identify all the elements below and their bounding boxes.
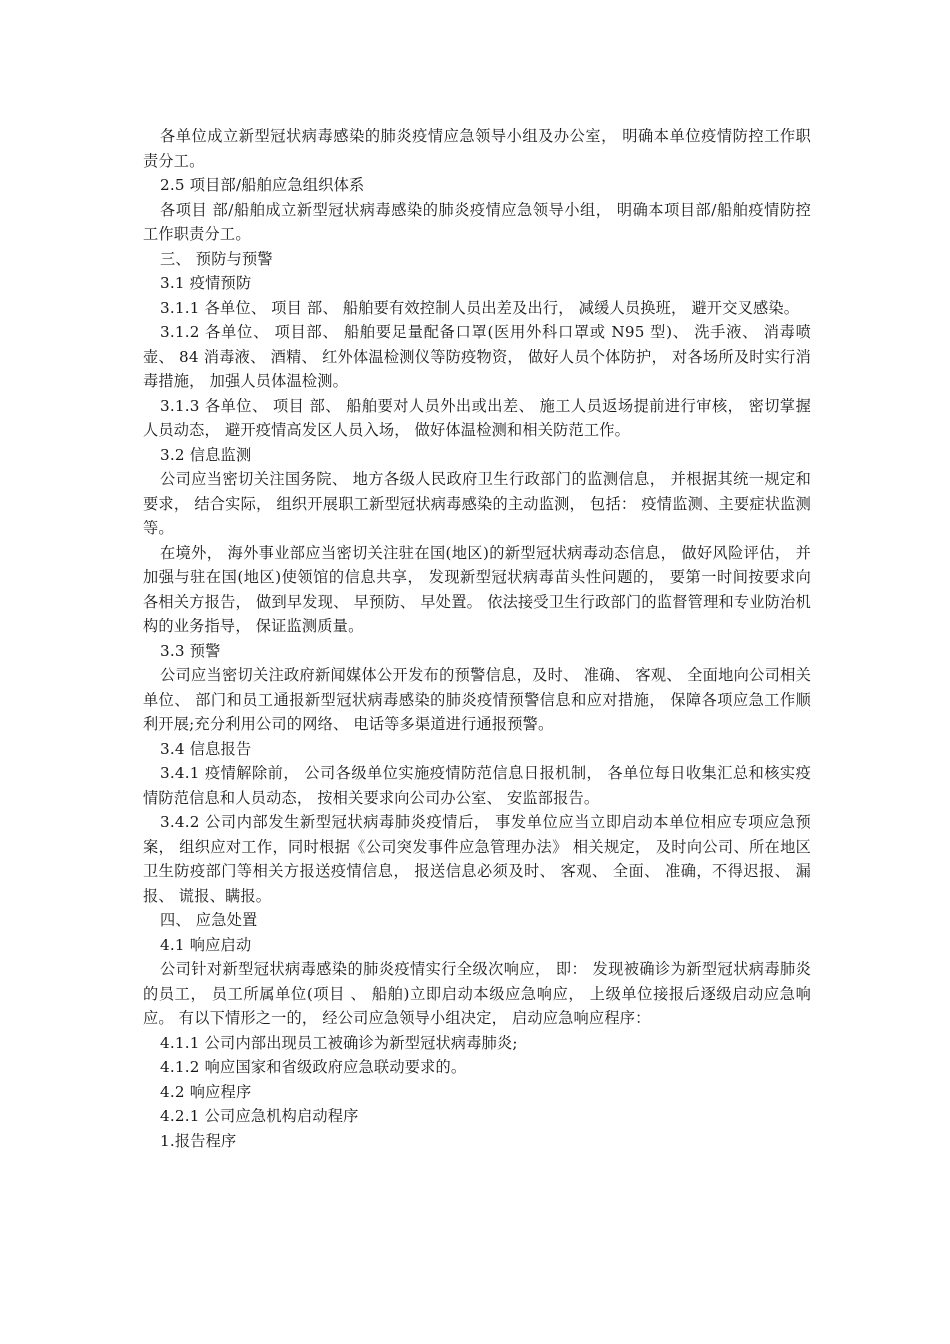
paragraph: 3.1.2 各单位、 项目部、 船舶要足量配备口罩(医用外科口罩或 N95 型)、 洗手液、 消毒喷壶、 84 消毒液、 酒精、 红外体温检测仪等防疫物资， 做好人员个体防护， 对各场所及时实行消毒措施， 加强人员体温检测。 — [143, 323, 811, 390]
document-page — [143, 124, 811, 1153]
paragraph: 公司针对新型冠状病毒感染的肺炎疫情实行全级次响应， 即： 发现被确诊为新型冠状病毒肺炎的员工， 员工所属单位(项目 、 船舶)立即启动本级应急响应， 上级单位接报后逐级启动应急响应。 有以下情形之一的， 经公司应急领导小组决定， 启动应急响应程序： — [143, 960, 811, 1027]
section-heading: 3.3 预警 — [160, 641, 221, 660]
paragraph: 3.4.1 疫情解除前， 公司各级单位实施疫情防范信息日报机制， 各单位每日收集汇总和核实疫情防范信息和人员动态， 按相关要求向公司办公室、 安监部报告。 — [143, 764, 811, 807]
subsection-heading: 4.2.1 公司应急机构启动程序 — [160, 1107, 359, 1125]
paragraph: 4.1.1 公司内部出现员工被确诊为新型冠状病毒肺炎; — [160, 1033, 518, 1052]
paragraph: 3.4.2 公司内部发生新型冠状病毒肺炎疫情后， 事发单位应当立即启动本单位相应专项应急预案， 组织应对工作，同时根据《公司突发事件应急管理办法》 相关规定， 及时向公司、所在地区卫生防疫部门等相关方报送疫情信息， 报送信息必须及时、 客观、 全面、 准确，不得迟报、 漏报、 谎报、瞒报。 — [143, 813, 811, 905]
chapter-heading: 三、 预防与预警 — [160, 249, 273, 268]
section-heading: 4.1 响应启动 — [160, 935, 252, 954]
paragraph: 3.1.3 各单位、 项目 部、 船舶要对人员外出或出差、 施工人员返场提前进行审核， 密切掌握人员动态， 避开疫情高发区人员入场， 做好体温检测和相关防范工作。 — [143, 396, 811, 439]
paragraph: 公司应当密切关注国务院、 地方各级人民政府卫生行政部门的监测信息， 并根据其统一规定和要求， 结合实际， 组织开展职工新型冠状病毒感染的主动监测， 包括： 疫情监测、主要症状监测等。 — [143, 470, 811, 537]
paragraph: 4.1.2 响应国家和省级政府应急联动要求的。 — [160, 1058, 467, 1076]
paragraph: 各单位成立新型冠状病毒感染的肺炎疫情应急领导小组及办公室， 明确本单位疫情防控工作职责分工。 — [143, 127, 811, 170]
paragraph: 各项目 部/船舶成立新型冠状病毒感染的肺炎疫情应急领导小组， 明确本项目部/船舶疫情防控工作职责分工。 — [143, 200, 811, 243]
paragraph: 3.1.1 各单位、 项目 部、 船舶要有效控制人员出差及出行， 减缓人员换班， 避开交叉感染。 — [160, 298, 800, 317]
item-heading: 1.报告程序 — [160, 1131, 237, 1150]
chapter-heading: 四、 应急处置 — [160, 911, 258, 929]
paragraph: 公司应当密切关注政府新闻媒体公开发布的预警信息，及时、 准确、 客观、 全面地向公司相关单位、 部门和员工通报新型冠状病毒感染的肺炎疫情预警信息和应对措施， 保障各项应急工作顺利开展;充分利用公司的网络、 电话等多渠道进行通报预警。 — [143, 666, 811, 733]
section-heading: 3.2 信息监测 — [160, 445, 252, 464]
section-heading: 3.4 信息报告 — [160, 739, 252, 758]
section-heading: 3.1 疫情预防 — [160, 274, 252, 292]
section-heading: 4.2 响应程序 — [160, 1082, 252, 1101]
section-heading: 2.5 项目部/船舶应急组织体系 — [160, 176, 365, 194]
paragraph: 在境外， 海外事业部应当密切关注驻在国(地区)的新型冠状病毒动态信息， 做好风险评估， 并加强与驻在国(地区)使领馆的信息共享， 发现新型冠状病毒苗头性问题的， 要第一时间按要求向各相关方报告， 做到早发现、 早预防、 早处置。 依法接受卫生行政部门的监督管理和专业防治机构的业务指导， 保证监测质量。 — [143, 543, 811, 635]
